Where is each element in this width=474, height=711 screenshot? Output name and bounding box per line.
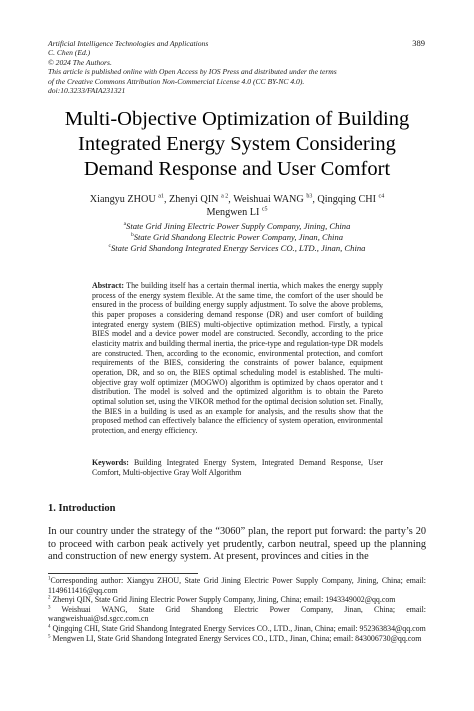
author-affil-mark: c4 (378, 193, 385, 200)
paper-title (40, 107, 434, 182)
footnote: $^2$ Zhenyi QIN, State Grid Jining Electric Power Supply Company, Jining, China; email: 1943349002@qq.com (48, 595, 396, 605)
author-name: Mengwen LI (206, 207, 260, 218)
title-line-2: Integrated Energy System Considering (78, 133, 396, 155)
section-heading: 1. Introduction (48, 503, 116, 514)
copyright-line: © 2024 The Authors. (48, 57, 112, 67)
footnote: $^5$ Mengwen LI, State Grid Shandong Integrated Energy Services CO., LTD., Jinan, China; email: 843006730@qq.com (48, 633, 422, 643)
title-line-3: Demand Response and User Comfort (83, 158, 391, 180)
license-line-2: of the Creative Commons Attribution Non-Commercial License 4.0 (CC BY-NC 4.0). (48, 76, 305, 86)
editor-line: C. Chen (Ed.) (48, 48, 91, 58)
running-header (48, 39, 428, 95)
author-affil-mark: b3 (306, 193, 313, 200)
affiliations (40, 221, 434, 255)
author-name: Zhenyi QIN (169, 194, 219, 205)
license-line-1: This article is published online with Open Access by IOS Press and distributed under the terms (48, 67, 337, 77)
affiliation-line: $^a$State Grid Jining Electric Power Supply Company, Jining, China (123, 221, 351, 231)
footnote: $^1$Corresponding author: Xiangyu ZHOU, State Grid Jining Electric Power Supply Company, Jining, China; email: 1149611416@qq.com (48, 576, 426, 595)
keywords-label: Keywords: (92, 458, 129, 467)
abstract-label: Abstract: (92, 281, 124, 290)
affiliation-line: $^b$State Grid Shandong Electric Power Company, Jinan, China (130, 232, 344, 243)
author-affil-mark: a 2 (221, 193, 229, 200)
author-affil-mark: c5 (261, 206, 268, 213)
keywords (92, 458, 383, 477)
author-name: Xiangyu ZHOU (89, 194, 156, 205)
footnotes (48, 576, 426, 643)
footnote: $^3$ Weishuai WANG, State Grid Shandong Electric Power Company, Jinan, China; email: wangweishuai@sd.sgcc.com.cn (48, 604, 426, 624)
affiliation-line: $^c$State Grid Shandong Integrated Energy Services CO., LTD., Jinan, China (108, 243, 366, 254)
keywords-text: Building Integrated Energy System, Integrated Demand Response, User Comfort, Multi-objective Gray Wolf Algorithm (92, 458, 383, 477)
author-name: Weishuai WANG (233, 194, 304, 205)
abstract-text: The building itself has a certain thermal inertia, which makes the energy supply process of the energy system flexible. At the same time, the comfort of the user should be ensured in the process of building energy supply adjustment. To solve the above problems, this paper proposes a considering demand response (DR) and user comfort of building integrated energy system (BIES) multi-objective optimization method. Firstly, a typical BIES model and a device power model are constructed. Secondly, according to the price elasticity matrix and building thermal inertia, the price-type and regulation-type DR models are constructed. Then, according to the economic, environmental protection, and comfort requirements of the BIES, considering the constraints of power balance, equipment operation, DR, and so on, the BIES optimal scheduling model is established. The multi-objective gray wolf optimizer (MOGWO) algorithm is optimized by chaos operator and t distribution. The model is solved and the optimized algorithm is to obtain the Pareto optimal solution set, using the VIKOR method for the optimal decision solution set. Finally, the BIES in a building is used as an example for analysis, and the results show that the proposed method can effectively balance the efficiency of system operation, environmental protection, and energy efficiency. (92, 281, 383, 435)
doi-line: doi:10.3233/FAIA231321 (48, 86, 126, 96)
author-affil-mark: a1 (158, 193, 164, 200)
author-list: Xiangyu ZHOU $^{a1}$, Zhenyi QIN $^{a 2}$, Weishuai WANG $^{b3}$, Qingqing CHI $^{c4}$ Mengwen LI $^{c5}$ (89, 193, 385, 218)
author-name: Qingqing CHI (317, 194, 376, 205)
footnote: $^4$ Qingqing CHI, State Grid Shandong Integrated Energy Services CO., LTD., Jinan, China; email: 952363834@qq.com (48, 623, 426, 633)
abstract (92, 281, 383, 436)
footnote-separator (48, 573, 198, 574)
journal-name: Artificial Intelligence Technologies and Applications (48, 39, 209, 48)
body-paragraph: In our country under the strategy of the “3060” plan, the report put forward: the party’s 20 to proceed with carbon peak actively yet prudently, carbon neutral, speed up the planning and construction of new energy system. At present, provinces and cities in the (48, 526, 426, 563)
page-number: 389 (412, 38, 425, 48)
title-line-1: Multi-Objective Optimization of Building (64, 108, 410, 130)
